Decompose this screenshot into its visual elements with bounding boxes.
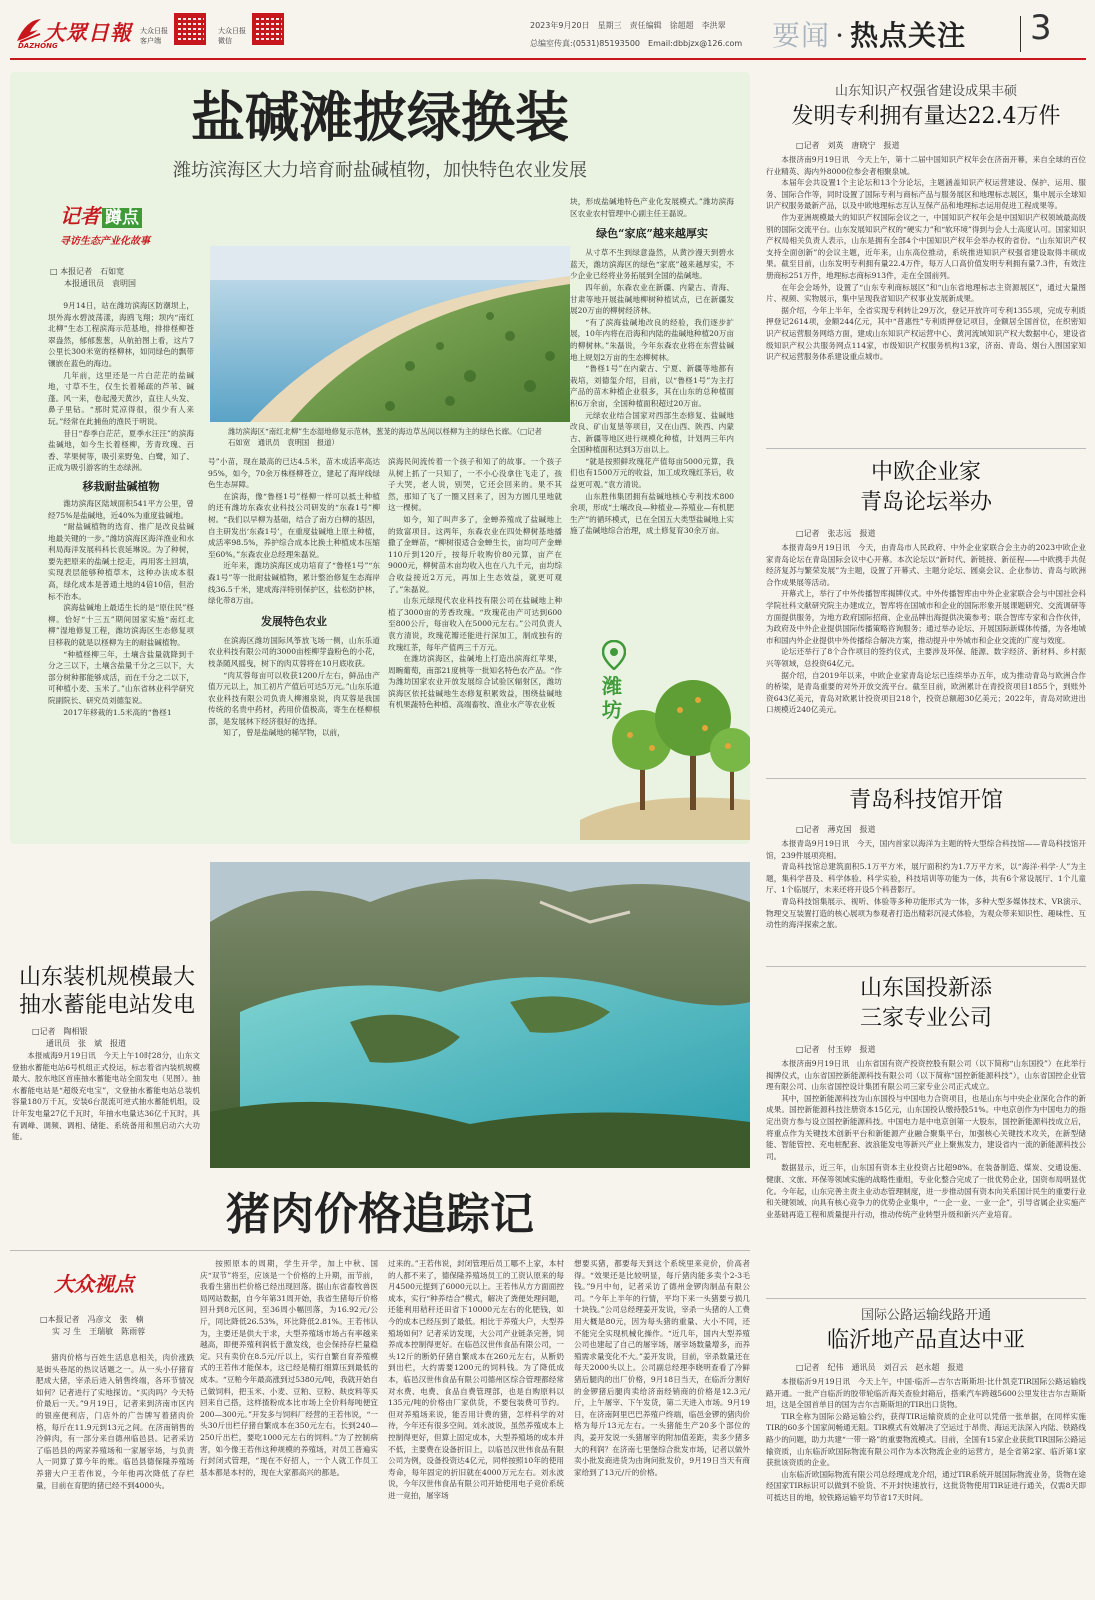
masthead [0, 0, 1095, 60]
pumped-byline-2: 通讯员 张 斌 报道 [46, 1039, 126, 1048]
pork-title: 猪肉价格追踪记 [226, 1189, 534, 1240]
paragraph: 按照原本的周期，学生开学，加上中秋、国庆“双节”将至，应该是一个价格的上升期，而节前，我看生猪出栏价格已经出现回落。据山东省畜牧兽医局网站数据，自今年第31周开始，我省生猪每斤价格回升到8元区间，至36周小幅回落，为16.92元/公斤，同比降低26.53%，环比降低2.81%。王若伟认为，主要还是供大于求，大型养殖场市场占有率越来越高，即便养殖利润低于激发线，也会保持存栏量稳定。只有卖价在8.5元/斤以上，实行自繁自育养殖模式的王若伟才能保本，这已经是精打细算压到最低的成本。“豆粕今年最高涨到过5380元/吨，我就开始自己做饲料，把玉米、小麦、豆粕、豆粉、麸皮料等买回来自己搭，这样揸粉成本比市场上全价料每吨便宜200—300元。”开发多与饲料厂经营的王若伟说，“一头30斤出栏仔猪自繁成本在350元左右，长到240—250斤出栏，要吃1000元左右的饲料。”为了控制病害，如今像王若伟这种规模的养殖场，对员工普遍实行封闭式管理，“现在不好招人，一个人就工作员工基本都是本村的，现在大家都高兴的都是。 [200, 1259, 378, 1477]
sdic-title-line2: 三家专业公司 [859, 1006, 992, 1031]
euforum-byline: □记者 张志远 报道 [796, 529, 876, 538]
pumped-byline [32, 1026, 202, 1050]
paragraph: 青岛科技馆总建筑面积5.1万平方米，展厅面积约为1.7万平方米，以“海洋·科学·人”为主题，集科学普及、科学体验、科学实验，科技培训等功能为一体，共有6个常设展厅、1个儿童厅、1个临展厅，未来还将开设5个科普影厅。 [766, 862, 1086, 895]
paragraph: 2017年移栽的1.5米高的“鲁柽1 [63, 707, 172, 717]
divider [766, 448, 1086, 449]
paragraph: 几年前，这里还是一片白茫茫的盐碱地，寸草不生，仅生长着稀疏的芦苇、碱蓬。风一来，卷起漫天黄沙，直往人头发、鼻子里钻。“那时荒凉得很，很少有人来玩。”经常在此捕鱼的渔民于明说。 [48, 370, 194, 426]
feature-title: 盐碱滩披绿换装 [191, 85, 569, 149]
contact-line: 总编室传真:(0531)85193500 Email:dbbjzx@126.com [530, 39, 743, 48]
paragraph: 作为亚洲规模最大的知识产权国际会议之一，中国知识产权年会是中国知识产权领域最高级别的国际交流平台。山东发展知识产权的“硬实力”和“软环境”得到与会人士高度认可。国家知识产权局相关负责人表示，山东是拥有全部4个中国知识产权年会举办权的省份。“山东知识产权支持全面创新”的会议主题，近年来，山东高位推动，系统推进知识产权强省建设取得丰硕成果。截至目前，山东发明专利拥有量22.4万件，每万人口高价值发明专利拥有量7.3件，有效注册商标251万件，地理标志商标913件，走在全国前列。 [766, 212, 1086, 280]
paragraph: 四年前，东森农业在新疆、内蒙古、青海、甘肃等地开展盐碱地柳树种植试点，已在新疆发展20万亩的柳树经济林。 [570, 282, 734, 316]
reporter-badge [60, 200, 180, 250]
date-editor-line: 2023年9月20日 星期三 责任编辑 徐超超 李洪翠 [530, 21, 726, 30]
pumped-byline-1: □记者 陶相银 [32, 1027, 88, 1036]
sdic-byline: □记者 付玉婷 报道 [796, 1045, 876, 1054]
paragraph: 块，形成盐碱地特色产业化发展模式。”潍坊滨海区农业农村管理中心副主任王磊说。 [570, 197, 734, 218]
masthead-rule [10, 58, 1086, 60]
pork-byline [40, 1314, 210, 1338]
paragraph: 潍坊滨海区陆域面积541平方公里，曾经75%是盐碱地，近40%为重度盐碱地。 [48, 498, 194, 520]
paragraph: 本报青岛9月19日讯 今天，国内首家以海洋为主题的特大型综合科技馆——青岛科技馆开馆，239件展项亮相。 [766, 839, 1086, 860]
paragraph: “鲁柽1号”在内蒙古、宁夏、新疆等地都有栽培，刘德玺介绍，目前，以“鲁柽1号”为主打产品的苗木种植企业很多，其在山东的总种植面积6万余亩，全国种植面积超过20万亩。 [570, 364, 734, 408]
newspaper-name-en: DAZHONG [18, 42, 58, 50]
paragraph: “种植柽柳三年，土壤含盐量就降到千分之三以下，土壤含盐量千分之三以下，大部分树种都能够成活，而在千分之二以下，可种植小麦、玉米了。”山东省林业科学研究院副院长、研究员刘德玺说。 [48, 649, 194, 705]
pumped-storage-title [10, 964, 204, 1020]
feature-subtitle: 潍坊滨海区大力培育耐盐碱植物，加快特色农业发展 [173, 160, 587, 181]
paragraph: 知了，曾是盐碱地的稀罕物，以前， [223, 728, 345, 738]
paragraph: 昔日“春季白茫茫，夏季水汪汪”的滨海盐碱地，如今生长着柽柳，芳青玫瑰、百香、苹果树等，吸引来野兔、白鹭，知了、正成为吸引游客的生态绿洲。 [48, 428, 194, 473]
pork-col-2 [200, 1258, 378, 1594]
ip-byline: □记者 刘英 唐晓宁 报道 [796, 141, 900, 150]
paragraph: 青岛科技馆集展示、视听、体验等多种功能形式为一体，多种大型多媒体技术、VR演示、物理交互装置打造的核心展项为参观者打造出精彩沉浸式体验，为观众带来知识性、趣味性、互动性的海洋探索之旅。 [766, 896, 1086, 930]
paragraph: 从寸草不生到绿意盎然，从黄沙漫天到碧水蓝天，潍坊滨海区的绿色“家底”越来越厚实，不少企业已经将业务拓展到全国的盐碱地。 [570, 248, 734, 281]
euforum-title-line1: 中欧企业家 [870, 460, 981, 485]
qr-label-wechat [218, 26, 250, 46]
pumped-title-line1: 山东装机规模最大 [18, 965, 195, 990]
page-number: 3 [1030, 8, 1052, 48]
location-pin-icon [602, 640, 626, 670]
paragraph: 在年会会场外，设置了“山东专利商标展区”和“山东省地理标志主资源展区”，通过大量图片、视频、实物展示，集中呈现我省知识产权事业发展新成果。 [766, 282, 1086, 304]
pumped-body [12, 1050, 200, 1170]
pork-col-4 [574, 1258, 750, 1594]
feature-byline-2: 本报通讯员 袁明国 [64, 279, 136, 288]
pork-col-1 [36, 1352, 194, 1592]
paragraph: 在滨海区潍坊国际风筝放飞场一侧，山东乐道农业科技有限公司的3000亩桎柳芽盎粉色的小花，枝条随风摇曳，树下的肉苁蓉将在10月底收获。 [208, 635, 380, 668]
section-name-a: 要闻 [772, 19, 831, 52]
paragraph: 9月14日，站在潍坊滨海区防潮坝上，坝外海水碧波荡漾，海鸥飞翔；坝内“南红北柳”生态工程滨海示范基地，排排柽柳苍翠盎然，郁郁葱葱，从航拍图上看，这片7公里长300米宽的柽柳林，如同绿色的飘带镶嵌在蓝色的海边。 [48, 301, 194, 368]
paragraph: 据介绍，自2019年以来，中欧企业家青岛论坛已连续举办五年，成为推动青岛与欧洲合作的桥梁，是青岛重要的对外开放交流平台。截至目前，欧洲累计在青投资项目1855个，到账外资643亿美元，青岛对欧累计投资项目218个，投资总额超30亿美元；2022年，青岛对欧进出口规模近240亿美元。 [766, 670, 1086, 715]
linyi-kicker: 国际公路运输线路开通 [860, 1308, 991, 1323]
linyi-body [766, 1376, 1086, 1594]
ip-kicker: 山东知识产权强省建设成果丰硕 [834, 84, 1017, 99]
feature-col-4 [570, 196, 734, 636]
paragraph: 本报济南9月19日讯 山东省国有资产投资控股有限公司（以下简称“山东国投”）在此举行揭牌仪式，山东省国控新能源科技有限公司（以下简称“国控新能源科技”），山东省国控企业管理有限公司、山东省国控设计集团有限公司三家专业公司正式成立。 [766, 1059, 1086, 1092]
qr-code-client[interactable] [174, 13, 206, 45]
paragraph: 数据显示，近三年，山东国有资本主业投资占比超98%。在装备制造、煤炭、交通设施、健康、文旅、环保等领域实施的战略性重组，专业化整合完成了一批优势企业，国资布局明显优化。今年起，山东完善主责主业动态管理制度，进一步推动国有资本向关系国计民生的重要行业和关键领域、向具有核心竞争力的优势企业集中，“一企一业、一业一企”，引导省属企业实施产业基础再造工程和质量提升行动，推动传统产业转型升级和新兴产业培育。 [766, 1163, 1086, 1219]
linyi-title: 临沂地产品直达中亚 [826, 1328, 1025, 1353]
paragraph: 滨海盐碱地上最适生长的是“原住民”柽柳。恰好“十三五”期间国家实施“南红北柳”湿地修复工程，潍坊滨海区生态修复项目移栽的就是以柽柳为主的耐盐碱植物。 [48, 603, 194, 648]
feature-col-3 [388, 456, 562, 796]
coastal-forest-image [210, 246, 570, 422]
tree-illustration [580, 640, 750, 840]
pork-col-3 [388, 1258, 564, 1594]
divider [766, 966, 1086, 967]
ip-body [766, 154, 1086, 444]
qr-label-client [140, 26, 172, 46]
paragraph: 开幕式上，举行了中外传播智库揭牌仪式。中外传播智库由中外企业家联合会与中国社会科学院社科文献研究院主办建成立，智库将在国城市和企业的国际形象开展课题研究、交流调研等方面提供服务，为地方政府国际招商、企业品牌出海提供决策参考；联合智库专家和合作伙伴，为政府及中外企业提供国际传播策略咨询服务；通过举办论坛、开展国际新媒体传播，为各地城市和国内外企业提供中外传播综合解决方案，推动提升中外城市和企业交流的广度与效度。 [766, 589, 1086, 645]
coastal-photo [210, 246, 570, 422]
pork-badge-text: 大众视点 [54, 1272, 134, 1296]
sdic-title-line1: 山东国投新添 [859, 976, 992, 1001]
sdic-title [766, 974, 1086, 1034]
science-body [766, 838, 1086, 962]
subheading: 移栽耐盐碱植物 [82, 479, 160, 493]
paragraph: 在潍坊滨海区，盐碱地上打造出滨海红苹果，周畹葡萄，南部21度桃等一批知名特色农产品。“作为潍坊国家农业开放发展综合试验区辐射区，潍坊滨海区依托盐碱地生态修复积累效益，围绕盐碱地有机果蔬特色种植、高端畜牧、渔业水产等农业板 [388, 654, 562, 710]
section-name-b: 热点关注 [850, 19, 967, 52]
paragraph: “就是按照鲜玫瑰花产值每亩5000元算，我们也有1500万元的收益，加工成玫瑰红茶后，收益更可观。”袁方清说。 [570, 456, 734, 490]
euforum-title [766, 458, 1086, 518]
paragraph: 本报青岛9月19日讯 今天，由青岛市人民政府、中外企业家联合会主办的2023中欧企业家青岛论坛在青岛国际会议中心开幕。本次论坛以“新时代、新链接、新征程——中欧携手共促经济复苏与繁荣发展”为主题，设置了开幕式、主题分论坛、圆桌会议、企业参访、青岛与欧洲合作成果展等活动。 [766, 543, 1086, 587]
paragraph: 本报临沂9月19日讯 今天上午，中国·临沂—吉尔吉斯斯坦·比什凯克TIR国际公路运输线路开通。一批产自临沂的胶带轮临沂海关查验封箱后，搭乘汽车跨越5600公里发往吉尔吉斯斯坦，这是全国首单目的国为吉尔吉斯斯坦的TIR出口货物。 [766, 1377, 1086, 1410]
divider [766, 778, 1086, 779]
paragraph: “耐盐碱植物的选育、推广是改良盐碱地最关键的一步。”潍坊滨海区海洋渔业和水利局海洋发展科科长袁延琳说。为了种树，要先把原来的盐碱土挖走，再用客土回填，实现表层能够种植草木，这种办法成本很高，绿化成本是普通土地的4倍10倍，但治标不治本。 [48, 522, 194, 601]
qr-label-wechat-l2: 微信 [218, 37, 232, 45]
feature-byline-1: □ 本报记者 石如宽 [50, 267, 125, 276]
linyi-byline: □记者 纪伟 通讯员 刘召云 赵永超 报道 [796, 1363, 964, 1372]
paragraph: 据介绍，今年上半年，全省实现专利转让29万次，登记开放许可专利1355项，完成专利质押登记2614项，金额244亿元，其中“普惠性”专利质押登记项目，金额居全国首位，在织密知识产权运营服务网络方面，建成山东知识产权运营中心、黄河流域知识产权大数据中心，建设省级知识产权公共服务网点114家，市级知识产权服务机构13家，济南、青岛、烟台入围国家知识产权运营服务体系建设重点城市。 [766, 305, 1086, 362]
subheading: 绿色“家底”越来越厚实 [596, 227, 708, 241]
divider [766, 1298, 1086, 1299]
paragraph: 号”小苗，现在最高的已达4.5米，苗木成活率高达95%，如今，70余万株柽柳苍立，建起了海岸线绿色生态屏障。 [208, 457, 380, 490]
feature-byline [50, 266, 200, 290]
weifang-illustration [580, 640, 750, 840]
euforum-title-line2: 青岛论坛举办 [859, 490, 992, 515]
newspaper-logo [14, 16, 132, 52]
paragraph: 过来的。”王若伟说，封闭管理后员工哪不上家，本村的人都不来了，德保隆养殖场员工的工资认原来的每月4500元提到了6000元以上。王若伟从方方面面控成本，实行“种养结合”模式，解决了粪便处理问题，还能利用秸秆还田省下10000元左右的化肥钱，如今的成本已经压到了最低。相比于养殖大户，大型养殖场如何？记者采访发现，大公司产业链条完善，饲养成本控制得更好。在临邑汉世伟食品有限公司，一头12斤的断奶仔猪自繁成本在260元左右，从断奶到出栏，大约需要1200元的饲料钱。为了降低成本，临邑汉世伟食品有限公司德州区综合管理都经常对水费、电费、食品自费管理部，也是自购原料以135元/吨的价格由厂家供货，不要包装费可节约。但对养殖场来说，能否用计费的猪，怎样科学的对待，今年还有很多空间。刘永波说，虽然养殖成本上控制得更好，但算上固定成本，大型养殖场的成本并不低，主要费在设备折旧上，以临邑汉世伟食品有限公司为例，设备投资达4亿元，同样按照10年的使用寿命，每年固定的折旧就在4000万元左右。刘永波说，今年汉世伟食品有限公司开始使用电子竞价系统进一竞拍，屠宰场 [388, 1259, 564, 1500]
subheading: 发展特色农业 [261, 614, 327, 628]
euforum-body [766, 542, 1086, 774]
newspaper-name: 大眾日報 [44, 20, 132, 45]
paragraph: “肉苁蓉每亩可以收获1200斤左右，鲜品由产值万元以上，加工初片产值后可达5万元。”山东乐道农业科技有限公司负责人柳湘泉说，肉苁蓉是我国传统的名贵中药材，药用价值极高，寄生在柽柳根部，是发展林下经济很好的选择。 [208, 670, 380, 726]
paragraph: 如今，知了叫声多了，金蝉养殖成了盐碱地上的致富项目。这两年，东森农业在四处柳树基地播撒了金蝉苗，“柳树很适合金蝉生长，亩均可产金蝉110斤到120斤，按每斤收购价80元算，亩产在9000元，柳树苗木亩均收入也在八九千元，亩均综合收益接近2万元，再加上生态效益，就更可观了。”朱磊说。 [388, 514, 562, 594]
map-location-label: 潍坊 [602, 674, 622, 722]
badge-word-a: 记者 [60, 204, 100, 228]
page-number-divider [1020, 16, 1021, 52]
paragraph: 想要买猪，都要每天到这个系统里来竞价，价高者得。“效果还是比较明显，每斤猪肉能多卖个2-3毛钱。”9月中旬，记者采访了德州金锣肉制品有限公司。“今年上半年的行情，平均下来一头猪要亏损几十块钱。”公司总经理姜开发说，宰杀一头猪的人工费用大概是80元，因为每头猪的重量、大小不同，还不能完全实现机械化操作。“近几年，国内大型养殖公司也建起了自己的屠宰场，屠宰场数量增多，而养殖需求量变化不大。”姜开发说，目前，宰杀数量还在每天2000头以上。公司副总经理李晓明查看了冷鲜猪后腿肉的出厂价格，9月18日当天，在临沂分割好的金锣猪后腿肉卖给济南经销商的价格是12.3元/斤，上午屠宰、下午发货，第二天进入市场。9月19日，在济南阿里巴巴养殖户终端，临邑金锣的猪肉价格为每斤13元左右。一头猪能生产20多个部位的肉，姜开发说一头猪屠宰的附加值差距，卖多少猪多大的利润？在济南七里堡综合批发市场，记者以做外卖小批发商进货为由询问批发价，9月19日当天有商家给到了13元/斤的价格。 [574, 1259, 750, 1477]
badge-word-b: 蹲点 [102, 208, 142, 228]
paragraph: 山东临沂欧国际物流有限公司总经理成龙介绍，通过TIR系统开展国际物流业务，货物在途经国家TIR标识可以做到不验货、不开封快速放行，这批货物使用TIR证进行通关，仅需8天即可抵达目的地，较铁路运输平均节省17天时间。 [766, 1469, 1086, 1502]
paragraph: 论坛还举行了8个合作项目的签约仪式，主要涉及环保、能源、数字经济、新材料、乡村振兴等领域，总投资64亿元。 [766, 647, 1086, 668]
paragraph: 本报济南9月19日讯 今天上午，第十二届中国知识产权年会在济南开幕，来自全球的百位行业精英、海内外8000位参会者相聚泉城。 [766, 155, 1086, 176]
paragraph: 山东元绿现代农业科技有限公司在盐碱地上种植了3000亩的芳香玫瑰。“玫瑰花由产可达到600至800公斤，每亩收入在5000元左右。”公司负责人袁方清说，玫瑰花瓣还能进行深加工，制成独有的玫瑰红茶，每年产值两三千万元。 [388, 596, 562, 652]
reservoir-aerial-image [210, 862, 750, 1168]
paragraph: 近年来，潍坊滨海区成功培育了“鲁柽1号”“东森1号”等一批耐盐碱植物，累计整治修复生态海岸线36.5千米，建成海洋特别保护区，盐松防护林，绿化带8万亩。 [208, 561, 380, 606]
paragraph: 猪肉价格与百姓生活息息相关，肉价涨跌是街头巷尾的热议话题之一。从一头小仔猪育肥成大猪，宰杀后进入销售终端，各环节情况如何？记者进行了实地探访。“买肉吗？今天特价最后一天。”9月19日，记者来到济南市区内的银座便利店，门店外的广告牌写着猪肉价格，每斤在11.9元到13元之间。在济南销售的冷鲜肉，有一部分来自德州临邑县。记者采访了临邑县的两家养殖场和一家屠宰场，与负责人一同算了算今年的账。临邑县德保隆养殖场养猪大户王若伟说，今年他再次降低了存栏量，目前在育肥的猪已经不到4000头。 [36, 1353, 194, 1490]
science-byline: □记者 薄克国 报道 [796, 825, 876, 834]
reservoir-photo [210, 862, 750, 1168]
paragraph: 元绿农业结合国家对西部生态修复、盐碱地改良、矿山复垦等项目，又在山西、陕西、内蒙古、新疆等地区进行规模化种植，计划两三年内全国种植面积达到3万亩以上。 [570, 410, 734, 455]
feature-col-1 [48, 300, 194, 836]
paragraph: 本届年会共设置1个主论坛和13个分论坛，主题涵盖知识产权运营建设、保护、运用、服务、国际合作等，同时设置了国际专利与商标产品与服务展区和地理标志展区，集中展示全球知识产权服务最新产品，以及中欧地理标志互认互保产品和地理标志运用促进工程成果等。 [766, 178, 1086, 211]
qr-code-wechat[interactable] [252, 13, 284, 45]
coastal-photo-caption: 潍坊滨海区“南红北柳”生态湿地修复示范林，葱茏的海边草丛间以柽柳为主的绿色长廊。（□记者 石如宽 通讯员 袁明国 报道） [228, 427, 550, 447]
feature-col-2 [208, 456, 380, 836]
ip-title: 发明专利拥有量达22.4万件 [791, 104, 1061, 129]
pork-badge [54, 1268, 194, 1296]
paragraph: 其中，国控新能源科技为山东国投与中国电力合资项目，也是山东与中央企业深化合作的新成果。国控新能源科技注册资本15亿元，山东国投认缴持股51%。中电京创作为中国电力的指定出资方参与设立国控新能源科技。中国电力是中电京创第一大股东，国控新能源科技成立后，将重点作为关键技术创新平台和新能源产业融合聚集平台，加强核心关键技术攻关，在新型储能、智能管控、充电桩配套、波浪能发电等新兴产业上聚焦发力，建设省内一流的新能源科技公司。 [766, 1093, 1086, 1161]
paragraph: “有了滨海盐碱地改良的经验，我们逐步扩展，10年内将在沿海和内陆的盐碱地种植20万亩的柳树林。”朱磊说，今年东森农业将在东营盐碱地上规划2万亩的生态柳树林。 [570, 317, 734, 362]
sdic-body [766, 1058, 1086, 1294]
pork-title-rule [10, 1250, 750, 1251]
paragraph: 本报威海9月19日讯 今天上午10时28分，山东文登抽水蓄能电站6号机组正式投运，标志着省内装机规模最大、胶东地区首座抽水蓄能电站全面发电（见图）。抽水蓄能电站是“超级充电宝”，文登抽水蓄能电站总装机容量180万千瓦，安装6台混流可逆式抽水蓄能机组，设计年发电量27亿千瓦时，年抽水电量达36亿千瓦时，具有调峰、调频、调相、储能、系统备用和黑启动六大功能。 [12, 1051, 200, 1142]
badge-sub: 寻访生态产业化故事 [60, 236, 150, 247]
paragraph: TIR全称为国际公路运输公约，获得TIR运输资质的企业可以凭借一张单据，在同样实施TIR的60多个国家间畅通无阻。TIR模式有效解决了空运过于昂贵、海运无法深入内陆、铁路线路少的问题，助力共建“一带一路”的重要物流模式。目前，全国有15家企业获批TIR国际公路运输资质，山东临沂欧国际物流有限公司作为本次物流企业的运营方，是全省第2家、临沂第1家获批该资质的企业。 [766, 1411, 1086, 1468]
science-title: 青岛科技馆开馆 [848, 788, 1003, 813]
pork-byline-1: □本报记者 冯彦文 张 楠 [40, 1315, 144, 1324]
qr-label-client-l2: 客户端 [140, 37, 161, 45]
paragraph: 山东胜伟集团拥有盐碱地核心专利技术800余项，形成“土壤改良—种植业—养殖业—有机肥生产”的循环模式，已在全国五大类型盐碱地上实施了盐碱地综合治理，成土修复育30余万亩。 [570, 491, 734, 536]
pumped-title-line2: 抽水蓄能电站发电 [18, 993, 195, 1018]
qr-label-client-l1: 大众日报 [140, 27, 168, 35]
section-dot: · [835, 19, 846, 52]
pork-byline-2: 实 习 生 王瑞敏 陈雨蓉 [52, 1327, 146, 1336]
qr-label-wechat-l1: 大众日报 [218, 27, 246, 35]
paragraph: 滨海民间流传着一个孩子和知了的故事。一个孩子从树上抓了一只知了，一不小心没拿住飞走了，孩子大哭，老人说，别哭，它还会回来的。果不其然，那知了飞了一圈又回来了，因为方圆几里地就这一棵树。 [388, 457, 562, 513]
paragraph: 在滨海，像“鲁柽1号”柽柳一样可以抵土种植的还有潍坊东森农业科技公司研发的“东森1号”柳树。“我们以早柳为基础，结合了南方白柳的基因，自主研发出‘东森1号’，在重度盐碱地上原土种植，成活率98.5%，养护综合成本比换土种植成本压缩至60%。”东森农业总经理朱磊说。 [208, 491, 380, 559]
